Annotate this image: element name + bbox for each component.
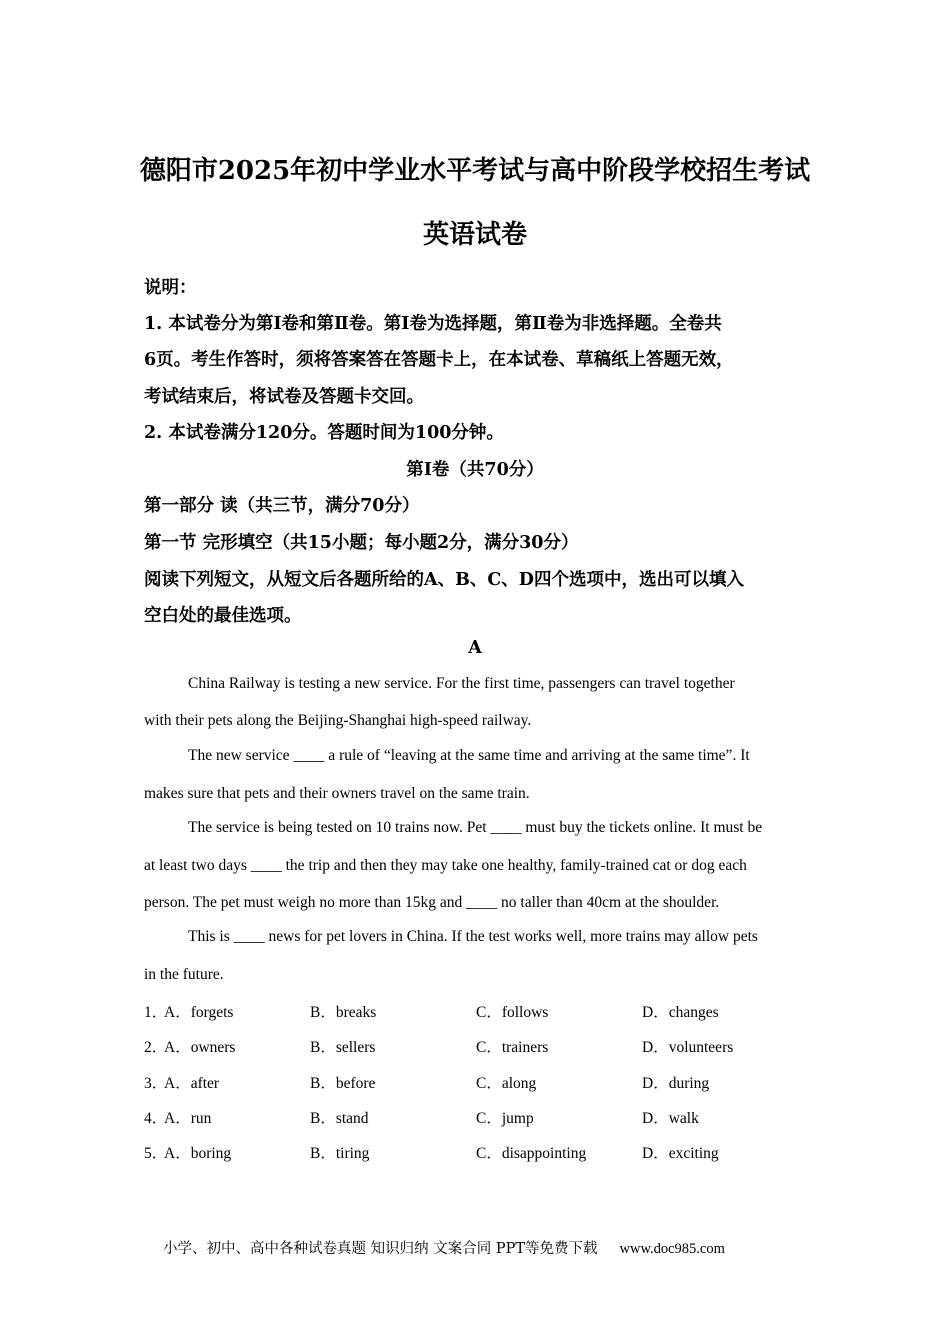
passage-line: in the future. (144, 966, 224, 983)
passage-line: The new service ____ a rule of “leaving at the same time and arriving at the same time”. It (188, 747, 750, 764)
passage-line: makes sure that pets and their owners travel on the same train. (144, 785, 530, 802)
passage-line: with their pets along the Beijing-Shanghai high-speed railway. (144, 712, 532, 729)
option-b[interactable]: B．stand (310, 1110, 369, 1127)
option-d[interactable]: D．walk (642, 1110, 699, 1127)
instruction-line: 6页。考生作答时，须将答案答在答题卡上，在本试卷、草稿纸上答题无效， (144, 350, 734, 370)
question-number: 4． (144, 1110, 168, 1127)
question-number: 5． (144, 1145, 168, 1162)
option-a[interactable]: A．after (164, 1075, 220, 1092)
option-a[interactable]: A．forgets (164, 1004, 234, 1021)
option-d[interactable]: D．changes (642, 1004, 719, 1021)
instruction-line: 2. 本试卷满分120分。答题时间为100分钟。 (144, 423, 504, 443)
question-row (144, 1000, 824, 1022)
option-b[interactable]: B．tiring (310, 1145, 370, 1162)
footer-url[interactable]: www.doc985.com (619, 1241, 725, 1257)
instruction-line: 考试结束后，将试卷及答题卡交回。 (144, 387, 424, 407)
option-b[interactable]: B．breaks (310, 1004, 377, 1021)
exam-title: 德阳市2025年初中学业水平考试与高中阶段学校招生考试 (139, 156, 811, 186)
part-heading: 第一部分 读（共三节，满分70分） (144, 496, 420, 516)
passage-line: person. The pet must weigh no more than 15kg and ____ no taller than 40cm at the shoulder. (144, 894, 720, 911)
option-a[interactable]: A．run (164, 1110, 212, 1127)
question-row (144, 1106, 824, 1128)
exam-subject-title: 英语试卷 (422, 220, 527, 250)
instruction-line: 1. 本试卷分为第Ⅰ卷和第Ⅱ卷。第Ⅰ卷为选择题，第Ⅱ卷为非选择题。全卷共 (144, 314, 722, 334)
directions-line: 空白处的最佳选项。 (144, 606, 302, 626)
option-c[interactable]: C．follows (476, 1004, 549, 1021)
question-number: 1． (144, 1004, 168, 1021)
question-row (144, 1141, 824, 1163)
directions-line: 阅读下列短文，从短文后各题所给的A、B、C、D四个选项中，选出可以填入 (144, 570, 744, 590)
subsection-heading: 第一节 完形填空（共15小题；每小题2分，满分30分） (144, 533, 579, 553)
question-row (144, 1071, 824, 1093)
passage-label: A (468, 638, 482, 658)
option-d[interactable]: D．during (642, 1075, 710, 1092)
option-a[interactable]: A．owners (164, 1039, 236, 1056)
volume-heading: 第Ⅰ卷（共70分） (406, 460, 544, 480)
passage-line: This is ____ news for pet lovers in China. If the test works well, more trains may allow pets (188, 928, 758, 945)
passage-line: The service is being tested on 10 trains now. Pet ____ must buy the tickets online. It must be (188, 819, 763, 836)
option-d[interactable]: D．exciting (642, 1145, 719, 1162)
question-number: 2． (144, 1039, 168, 1056)
option-d[interactable]: D．volunteers (642, 1039, 734, 1056)
instructions-label: 说明： (144, 278, 197, 298)
question-row (144, 1035, 824, 1057)
option-c[interactable]: C．trainers (476, 1039, 549, 1056)
option-c[interactable]: C．disappointing (476, 1145, 587, 1162)
option-c[interactable]: C．along (476, 1075, 537, 1092)
passage-line: at least two days ____ the trip and then they may take one healthy, family-trained cat or dog each (144, 857, 747, 874)
footer-text: 小学、初中、高中各种试卷真题 知识归纳 文案合同 PPT等免费下载 (163, 1241, 598, 1257)
option-c[interactable]: C．jump (476, 1110, 534, 1127)
option-b[interactable]: B．before (310, 1075, 376, 1092)
option-a[interactable]: A．boring (164, 1145, 232, 1162)
option-b[interactable]: B．sellers (310, 1039, 376, 1056)
page-footer (163, 1237, 725, 1258)
passage-line: China Railway is testing a new service. For the first time, passengers can travel together (188, 675, 735, 692)
question-number: 3． (144, 1075, 168, 1092)
